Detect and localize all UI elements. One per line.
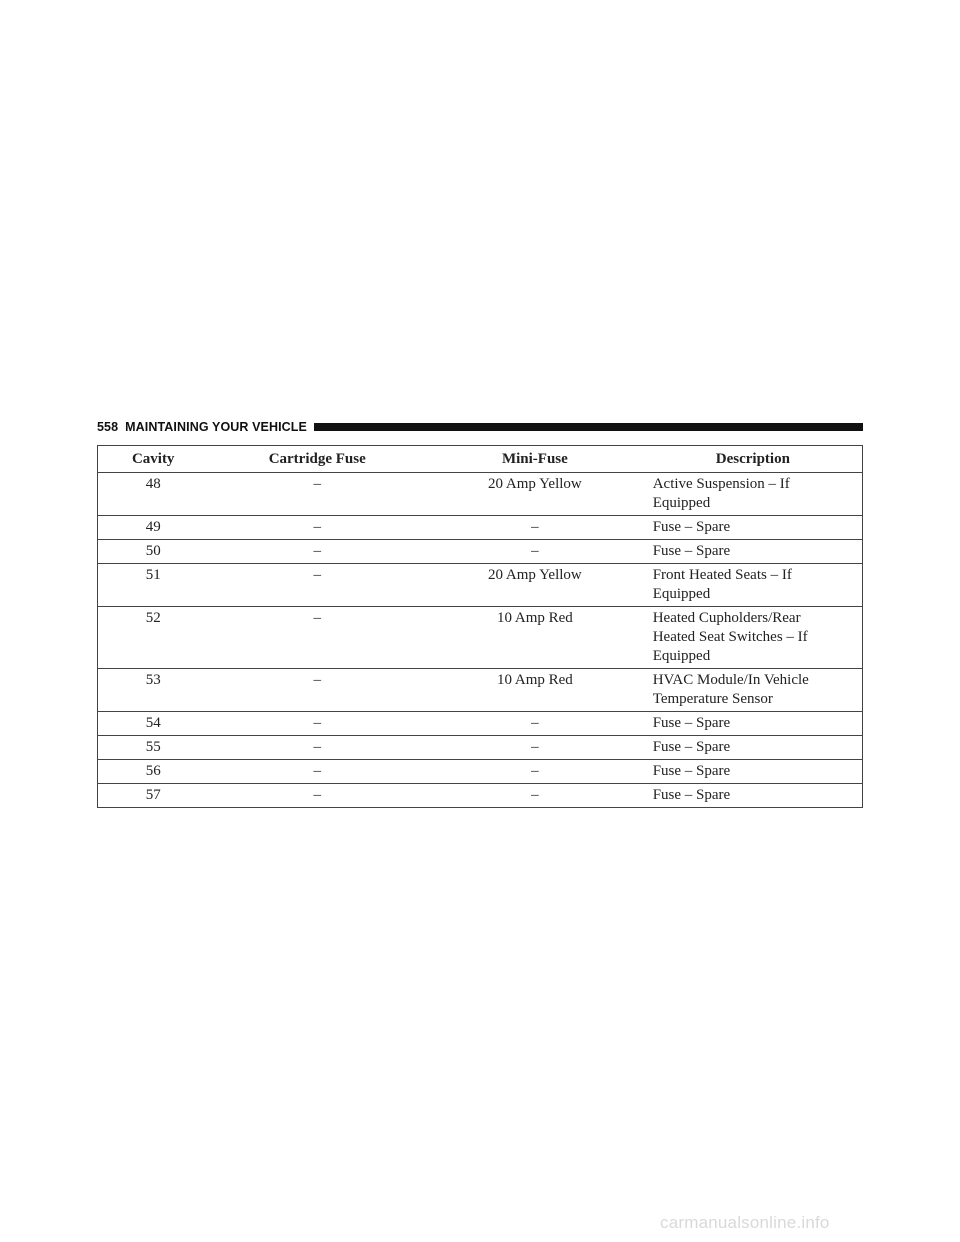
table-row — [98, 712, 863, 736]
table-row — [98, 473, 863, 516]
cavity-cell: 56 — [98, 760, 209, 784]
cartridge-fuse-cell: – — [208, 564, 426, 607]
mini-fuse-cell: 10 Amp Red — [426, 669, 644, 712]
mini-fuse-cell: – — [426, 516, 644, 540]
page-header — [97, 418, 863, 436]
page-number: 558 — [97, 420, 119, 434]
description-line: Fuse – Spare — [652, 543, 731, 559]
table-body — [98, 473, 863, 808]
description-cell — [644, 473, 863, 516]
cartridge-fuse-cell: – — [208, 736, 426, 760]
cavity-cell: 50 — [98, 540, 209, 564]
cavity-cell: 48 — [98, 473, 209, 516]
description-cell — [644, 736, 863, 760]
table-row — [98, 669, 863, 712]
description-cell — [644, 760, 863, 784]
description-line: Active Suspension – If — [652, 476, 790, 492]
column-header-cartridge-fuse: Cartridge Fuse — [208, 446, 426, 473]
mini-fuse-cell: 20 Amp Yellow — [426, 564, 644, 607]
cartridge-fuse-cell: – — [208, 473, 426, 516]
description-cell — [644, 669, 863, 712]
table-row — [98, 784, 863, 808]
column-header-cavity: Cavity — [98, 446, 209, 473]
fuse-table — [97, 445, 863, 808]
description-cell — [644, 784, 863, 808]
cavity-cell: 49 — [98, 516, 209, 540]
table-row — [98, 516, 863, 540]
table-row — [98, 540, 863, 564]
cavity-cell: 53 — [98, 669, 209, 712]
cavity-cell: 57 — [98, 784, 209, 808]
cartridge-fuse-cell: – — [208, 516, 426, 540]
description-cell — [644, 607, 863, 669]
table-row — [98, 760, 863, 784]
table-row — [98, 564, 863, 607]
description-line: Fuse – Spare — [652, 739, 731, 755]
cartridge-fuse-cell: – — [208, 784, 426, 808]
cavity-cell: 55 — [98, 736, 209, 760]
watermark: carmanualsonline.info — [660, 1213, 830, 1232]
section-title: MAINTAINING YOUR VEHICLE — [125, 420, 307, 434]
cartridge-fuse-cell: – — [208, 540, 426, 564]
cavity-cell: 54 — [98, 712, 209, 736]
description-line: Heated Seat Switches – If — [652, 629, 808, 645]
description-line: Equipped — [652, 586, 711, 602]
header-rule — [314, 423, 863, 431]
mini-fuse-cell: – — [426, 736, 644, 760]
description-line: Fuse – Spare — [652, 787, 731, 803]
cartridge-fuse-cell: – — [208, 712, 426, 736]
cartridge-fuse-cell: – — [208, 760, 426, 784]
mini-fuse-cell: – — [426, 712, 644, 736]
mini-fuse-cell: 20 Amp Yellow — [426, 473, 644, 516]
description-line: Fuse – Spare — [652, 519, 731, 535]
mini-fuse-cell: – — [426, 784, 644, 808]
table-header-row — [98, 446, 863, 473]
description-cell — [644, 516, 863, 540]
description-line: Fuse – Spare — [652, 715, 731, 731]
table-row — [98, 607, 863, 669]
description-cell — [644, 540, 863, 564]
cartridge-fuse-cell: – — [208, 607, 426, 669]
description-line: HVAC Module/In Vehicle — [652, 672, 809, 688]
description-line: Equipped — [652, 648, 711, 664]
mini-fuse-cell: 10 Amp Red — [426, 607, 644, 669]
description-line: Temperature Sensor — [652, 691, 773, 707]
description-line: Front Heated Seats – If — [652, 567, 792, 583]
mini-fuse-cell: – — [426, 760, 644, 784]
description-cell — [644, 712, 863, 736]
column-header-mini-fuse: Mini-Fuse — [426, 446, 644, 473]
description-line: Heated Cupholders/Rear — [652, 610, 801, 626]
table-row — [98, 736, 863, 760]
description-cell — [644, 564, 863, 607]
mini-fuse-cell: – — [426, 540, 644, 564]
cartridge-fuse-cell: – — [208, 669, 426, 712]
description-line: Equipped — [652, 495, 711, 511]
description-line: Fuse – Spare — [652, 763, 731, 779]
column-header-description: Description — [644, 446, 863, 473]
cavity-cell: 51 — [98, 564, 209, 607]
cavity-cell: 52 — [98, 607, 209, 669]
